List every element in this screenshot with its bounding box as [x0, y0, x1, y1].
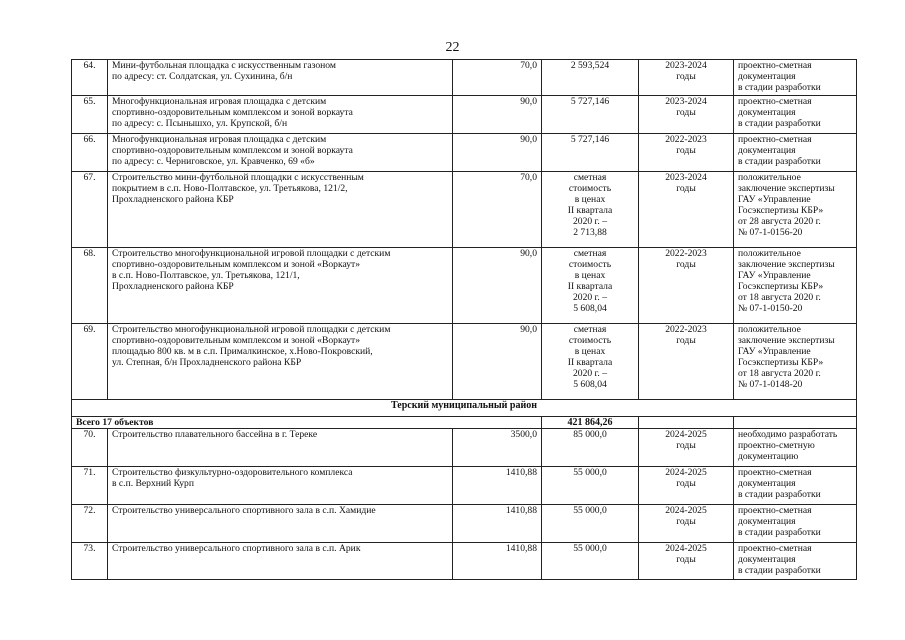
object-name [108, 96, 453, 134]
years-value [639, 505, 734, 543]
status-value-line: необходимо разработать [738, 429, 838, 440]
status-value-line: проектно-сметная [738, 505, 812, 516]
capacity-value: 70,0 [453, 172, 542, 248]
cost-value [542, 172, 639, 248]
cost-value-line: в ценах [574, 270, 606, 281]
status-value-line: документация [738, 145, 796, 156]
years-value-line: годы [676, 440, 696, 451]
status-value-line: проектно-сметную [738, 440, 815, 451]
years-value-line: 2023-2024 [665, 60, 707, 71]
row-number: 70. [72, 429, 108, 467]
status-value-line: проектно-сметная [738, 134, 812, 145]
status-value [734, 324, 857, 400]
object-name-line: покрытием в с.п. Ново-Полтавское, ул. Третьякова, 121/2, [112, 183, 348, 194]
cost-value-line: сметная [573, 172, 607, 183]
section-total-row [72, 417, 857, 429]
status-value-line: в стадии разработки [738, 565, 821, 576]
status-value-line: заключение экспертизы [738, 183, 835, 194]
object-name-line: спортивно-оздоровительным комплексом и зоной воркаута [112, 107, 353, 118]
years-value-line: 2023-2024 [665, 96, 707, 107]
years-value-line: 2024-2025 [665, 543, 707, 554]
table-row [72, 324, 857, 400]
cost-value [542, 134, 639, 172]
years-value [639, 172, 734, 248]
years-value-line: годы [676, 259, 696, 270]
years-value-line: 2023-2024 [665, 172, 707, 183]
years-value-line: 2022-2023 [665, 248, 707, 259]
cost-value-line: II квартала [567, 205, 613, 216]
status-value-line: от 18 августа 2020 г. [738, 368, 821, 379]
years-value [639, 96, 734, 134]
cost-value-line: II квартала [567, 357, 613, 368]
status-value-line: в стадии разработки [738, 156, 821, 167]
table-row [72, 505, 857, 543]
total-value: 421 864,26 [542, 417, 639, 429]
cost-value-line: 5 727,146 [570, 96, 610, 107]
object-name-line: Строительство многофункциональной игровой площадки с детским [112, 248, 391, 259]
capacity-value: 1410,88 [453, 467, 542, 505]
object-name [108, 429, 453, 467]
object-name-line: площадью 800 кв. м в с.п. Прималкинское, х.Ново-Покровский, [112, 346, 373, 357]
status-value-line: ГАУ «Управление [738, 194, 811, 205]
row-number: 67. [72, 172, 108, 248]
row-number: 65. [72, 96, 108, 134]
table-row [72, 60, 857, 96]
status-value-line: заключение экспертизы [738, 335, 835, 346]
years-value-line: годы [676, 71, 696, 82]
object-name-line: Строительство многофункциональной игровой площадки с детским [112, 324, 391, 335]
object-name [108, 505, 453, 543]
status-value [734, 248, 857, 324]
capacity-value: 3500,0 [453, 429, 542, 467]
cost-value-line: стоимость [568, 183, 612, 194]
cost-value-line: 55 000,0 [573, 543, 607, 554]
cost-value-line: II квартала [567, 281, 613, 292]
years-value-line: годы [676, 145, 696, 156]
status-value [734, 505, 857, 543]
years-value-line: 2022-2023 [665, 324, 707, 335]
table-row [72, 543, 857, 580]
capacity-value: 90,0 [453, 96, 542, 134]
cost-value-line: 2020 г. – [572, 292, 608, 303]
capacity-value: 70,0 [453, 60, 542, 96]
cost-value [542, 324, 639, 400]
years-value [639, 134, 734, 172]
row-number: 72. [72, 505, 108, 543]
table-body-lower [72, 429, 857, 580]
object-name-line: в с.п. Верхний Курп [112, 478, 194, 489]
status-value-line: Госэкспертизы КБР» [738, 205, 824, 216]
years-value-line: 2024-2025 [665, 505, 707, 516]
object-name-line: Строительство мини-футбольной площадки с искусственным [112, 172, 364, 183]
capacity-value: 90,0 [453, 134, 542, 172]
years-value [639, 429, 734, 467]
cost-value [542, 505, 639, 543]
cost-value-line: 5 727,146 [570, 134, 610, 145]
object-name-line: Строительство универсального спортивного зала в с.п. Хамидие [112, 505, 376, 516]
row-number: 66. [72, 134, 108, 172]
cost-value [542, 96, 639, 134]
object-name-line: Многофункциональная игровая площадка с детским [112, 134, 327, 145]
years-value-line: годы [676, 478, 696, 489]
object-name [108, 134, 453, 172]
object-name-line: Прохладненского района КБР [112, 281, 234, 292]
table-row [72, 248, 857, 324]
total-empty-cell [734, 417, 857, 429]
years-value-line: годы [676, 516, 696, 527]
cost-value-line: 2020 г. – [572, 368, 608, 379]
capacity-value: 1410,88 [453, 543, 542, 580]
status-value-line: положительное [738, 324, 801, 335]
object-name-line: в с.п. Ново-Полтавское, ул. Третьякова, 121/1, [112, 270, 300, 281]
object-name-line: спортивно-оздоровительным комплексом и зоной воркаута [112, 145, 353, 156]
cost-value [542, 60, 639, 96]
object-name-line: по адресу: с. Черниговское, ул. Кравченко, 69 «б» [112, 156, 315, 167]
cost-value-line: 2 593,524 [570, 60, 610, 71]
years-value [639, 543, 734, 580]
status-value [734, 467, 857, 505]
capacity-value: 90,0 [453, 248, 542, 324]
cost-value-line: сметная [573, 248, 607, 259]
object-name [108, 467, 453, 505]
years-value [639, 60, 734, 96]
status-value [734, 429, 857, 467]
cost-value-line: 2 713,88 [573, 227, 607, 238]
objects-table [71, 59, 857, 580]
table-row [72, 172, 857, 248]
status-value-line: проектно-сметная [738, 543, 812, 554]
status-value-line: проектно-сметная [738, 467, 812, 478]
page-number: 22 [445, 40, 460, 55]
status-value-line: документация [738, 107, 796, 118]
row-number: 64. [72, 60, 108, 96]
years-value-line: 2024-2025 [665, 429, 707, 440]
status-value-line: Госэкспертизы КБР» [738, 281, 824, 292]
object-name-line: Многофункциональная игровая площадка с детским [112, 96, 327, 107]
table-row [72, 467, 857, 505]
object-name-line: по адресу: с. Псынышхо, ул. Крупской, б/н [112, 118, 288, 129]
status-value [734, 543, 857, 580]
table-row [72, 134, 857, 172]
cost-value-line: 2020 г. – [572, 216, 608, 227]
table-row [72, 96, 857, 134]
object-name-line: по адресу: ст. Солдатская, ул. Сухинина, б/н [112, 71, 293, 82]
status-value-line: в стадии разработки [738, 489, 821, 500]
status-value-line: документация [738, 71, 796, 82]
years-value [639, 324, 734, 400]
status-value-line: документация [738, 478, 796, 489]
cost-value-line: 5 608,04 [573, 379, 607, 390]
status-value-line: проектно-сметная [738, 60, 812, 71]
cost-value-line: стоимость [568, 335, 612, 346]
cost-value [542, 248, 639, 324]
status-value-line: № 07-1-0150-20 [738, 303, 803, 314]
object-name-line: ул. Степная, б/н Прохладненского района КБР [112, 357, 302, 368]
cost-value-line: 55 000,0 [573, 505, 607, 516]
status-value-line: Госэкспертизы КБР» [738, 357, 824, 368]
status-value-line: ГАУ «Управление [738, 346, 811, 357]
years-value-line: годы [676, 554, 696, 565]
status-value-line: от 28 августа 2020 г. [738, 216, 821, 227]
row-number: 71. [72, 467, 108, 505]
cost-value [542, 543, 639, 580]
cost-value-line: в ценах [574, 346, 606, 357]
status-value [734, 134, 857, 172]
cost-value-line: стоимость [568, 259, 612, 270]
status-value-line: документация [738, 554, 796, 565]
object-name-line: Строительство универсального спортивного зала в с.п. Арик [112, 543, 361, 554]
object-name-line: Прохладненского района КБР [112, 194, 234, 205]
status-value-line: положительное [738, 172, 801, 183]
years-value [639, 467, 734, 505]
object-name [108, 172, 453, 248]
row-number: 73. [72, 543, 108, 580]
years-value-line: годы [676, 107, 696, 118]
status-value-line: от 18 августа 2020 г. [738, 292, 821, 303]
years-value-line: годы [676, 335, 696, 346]
object-name-line: спортивно-оздоровительным комплексом и зоной «Воркаут» [112, 335, 361, 346]
status-value-line: проектно-сметная [738, 96, 812, 107]
years-value-line: 2022-2023 [665, 134, 707, 145]
section-title: Терский муниципальный район [72, 400, 857, 417]
years-value-line: 2024-2025 [665, 467, 707, 478]
cost-value [542, 429, 639, 467]
years-value [639, 248, 734, 324]
status-value-line: положительное [738, 248, 801, 259]
row-number: 68. [72, 248, 108, 324]
section-title-row [72, 400, 857, 417]
cost-value-line: 85 000,0 [573, 429, 607, 440]
total-label: Всего 17 объектов [72, 417, 542, 429]
object-name-line: Строительство физкультурно-оздоровительного комплекса [112, 467, 353, 478]
status-value-line: № 07-1-0156-20 [738, 227, 803, 238]
object-name [108, 543, 453, 580]
status-value-line: в стадии разработки [738, 527, 821, 538]
years-value-line: годы [676, 183, 696, 194]
cost-value-line: 55 000,0 [573, 467, 607, 478]
status-value [734, 60, 857, 96]
status-value-line: документация [738, 516, 796, 527]
table-body-upper [72, 60, 857, 400]
status-value-line: в стадии разработки [738, 118, 821, 129]
capacity-value: 90,0 [453, 324, 542, 400]
cost-value-line: в ценах [574, 194, 606, 205]
cost-value-line: 5 608,04 [573, 303, 607, 314]
object-name-line: спортивно-оздоровительным комплексом и зоной «Воркаут» [112, 259, 361, 270]
object-name [108, 60, 453, 96]
table-row [72, 429, 857, 467]
object-name [108, 324, 453, 400]
status-value-line: ГАУ «Управление [738, 270, 811, 281]
total-empty-cell [639, 417, 734, 429]
status-value-line: в стадии разработки [738, 82, 821, 93]
status-value [734, 172, 857, 248]
status-value-line: № 07-1-0148-20 [738, 379, 803, 390]
status-value-line: заключение экспертизы [738, 259, 835, 270]
object-name-line: Строительство плавательного бассейна в г. Тереке [112, 429, 318, 440]
cost-value [542, 467, 639, 505]
object-name-line: Мини-футбольная площадка с искусственным газоном [112, 60, 336, 71]
section-header-group [72, 400, 857, 429]
capacity-value: 1410,88 [453, 505, 542, 543]
status-value [734, 96, 857, 134]
row-number: 69. [72, 324, 108, 400]
object-name [108, 248, 453, 324]
status-value-line: документацию [738, 451, 799, 462]
cost-value-line: сметная [573, 324, 607, 335]
